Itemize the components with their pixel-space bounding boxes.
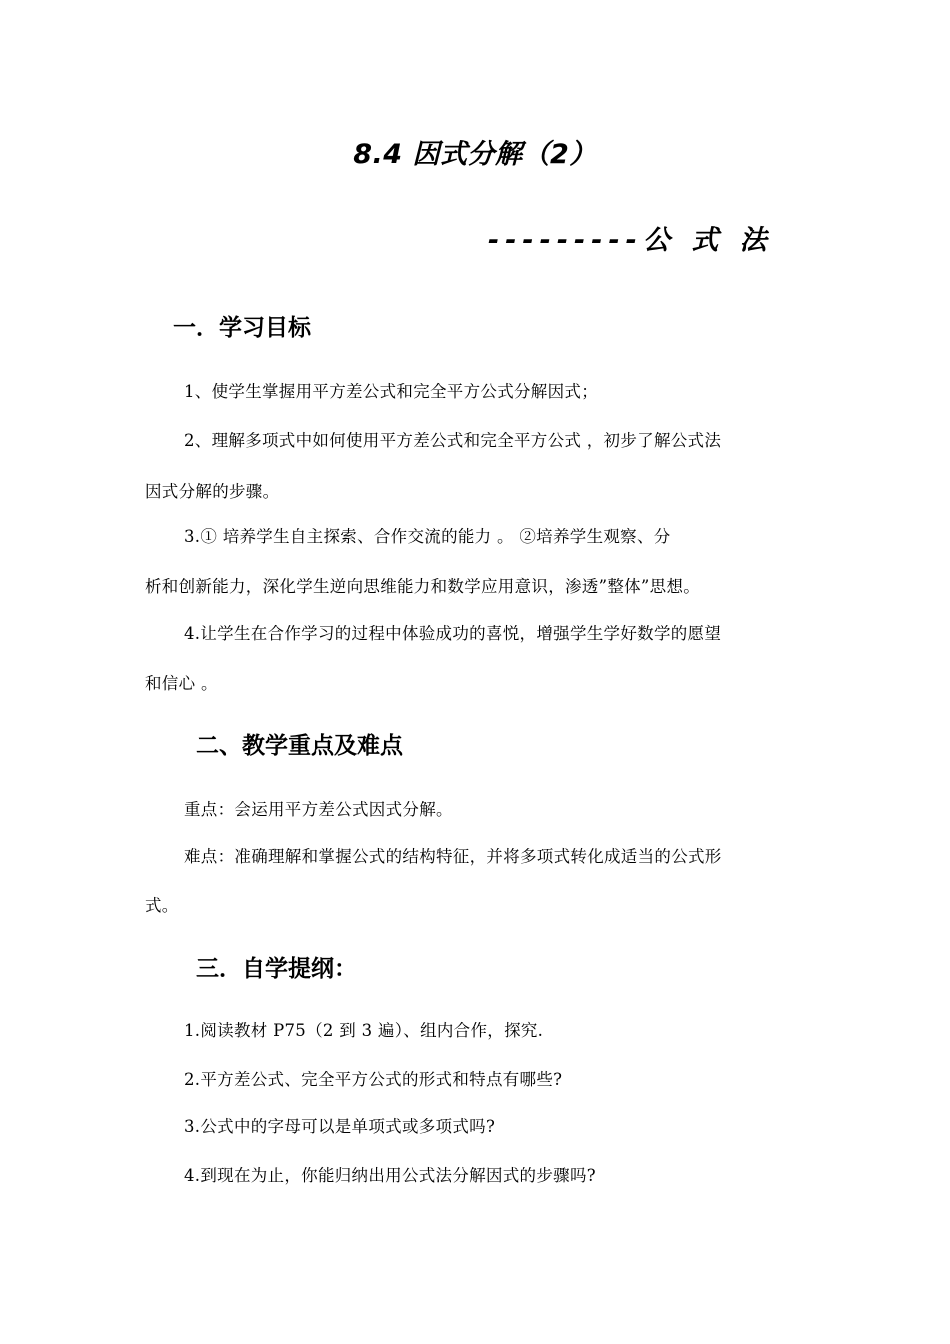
goal-line-4: 4.让学生在合作学习的过程中体验成功的喜悦，增强学生学好数学的愿望 bbox=[184, 624, 722, 643]
document-subtitle: ---------公 式 法 bbox=[488, 225, 773, 256]
document-title: 8.4 因式分解（2） bbox=[353, 139, 597, 170]
study-item-3: 3.公式中的字母可以是单项式或多项式吗? bbox=[184, 1117, 496, 1136]
goal-line-3-cont: 析和创新能力，深化学生逆向思维能力和数学应用意识，渗透”整体”思想。 bbox=[145, 577, 701, 596]
goal-line-3: 3.① 培养学生自主探索、合作交流的能力 。 ②培养学生观察、分 bbox=[184, 527, 671, 546]
goal-line-4-cont: 和信心 。 bbox=[145, 674, 218, 693]
section-heading-key-points: 二、教学重点及难点 bbox=[196, 733, 403, 759]
study-item-1: 1.阅读教材 P75（2 到 3 遍）、组内合作，探究. bbox=[184, 1021, 544, 1040]
goal-line-2: 2、理解多项式中如何使用平方差公式和完全平方公式 ，初步了解公式法 bbox=[184, 431, 722, 450]
difficulty-line-cont: 式。 bbox=[145, 896, 179, 915]
goal-line-1: 1、使学生掌握用平方差公式和完全平方公式分解因式； bbox=[184, 382, 598, 401]
key-point-line: 重点：会运用平方差公式因式分解。 bbox=[184, 800, 453, 819]
study-item-4: 4.到现在为止，你能归纳出用公式法分解因式的步骤吗? bbox=[184, 1166, 596, 1185]
section-heading-self-study: 三．自学提纲： bbox=[196, 956, 357, 982]
goal-line-2-cont: 因式分解的步骤。 bbox=[145, 482, 280, 501]
difficulty-line: 难点：准确理解和掌握公式的结构特征，并将多项式转化成适当的公式形 bbox=[184, 847, 722, 866]
study-item-2: 2.平方差公式、完全平方公式的形式和特点有哪些? bbox=[184, 1070, 563, 1089]
section-heading-learning-goals: 一．学习目标 bbox=[173, 315, 311, 341]
